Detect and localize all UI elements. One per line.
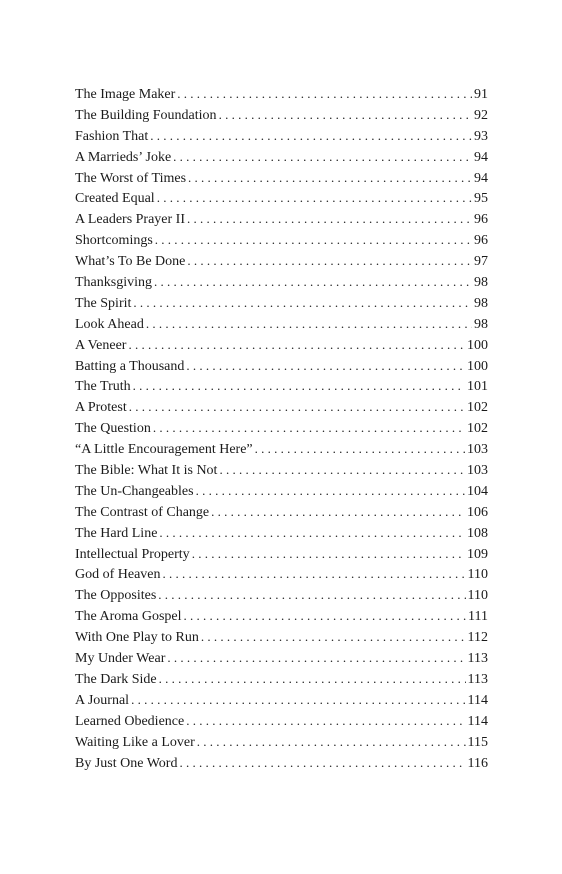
entry-title: A Marrieds’ Joke [75, 149, 172, 165]
toc-entry [75, 669, 488, 690]
toc-entry [75, 251, 488, 272]
entry-title: The Spirit [75, 295, 132, 311]
toc-entry [75, 314, 488, 335]
entry-page-number: 104 [467, 483, 488, 499]
entry-title: Look Ahead [75, 316, 144, 332]
dot-leader [150, 126, 472, 147]
entry-page-number: 111 [468, 609, 488, 625]
entry-title: God of Heaven [75, 567, 161, 583]
dot-leader [184, 606, 467, 627]
dot-leader [129, 397, 465, 418]
entry-title: Waiting Like a Lover [75, 734, 195, 750]
entry-page-number: 100 [467, 337, 488, 353]
entry-title: The Image Maker [75, 87, 176, 102]
entry-page-number: 96 [474, 212, 488, 228]
toc-entry [75, 502, 488, 523]
toc-entry [75, 564, 488, 585]
table-of-contents [75, 84, 488, 773]
toc-entry [75, 627, 488, 648]
dot-leader [128, 335, 465, 356]
dot-leader [179, 753, 465, 774]
entry-title: The Worst of Times [75, 170, 187, 186]
entry-page-number: 95 [474, 191, 488, 207]
entry-page-number: 94 [474, 170, 488, 186]
dot-leader [196, 481, 465, 502]
entry-title: My Under Wear [75, 651, 166, 667]
dot-leader [131, 690, 465, 711]
entry-page-number: 103 [467, 442, 488, 458]
dot-leader [177, 84, 472, 105]
entry-page-number: 98 [474, 316, 488, 332]
entry-page-number: 110 [467, 567, 488, 583]
entry-title: The Aroma Gospel [75, 609, 182, 625]
toc-entry [75, 648, 488, 669]
toc-entry [75, 732, 488, 753]
entry-page-number: 108 [467, 525, 488, 541]
dot-leader [133, 293, 472, 314]
dot-leader [219, 460, 465, 481]
toc-entry [75, 272, 488, 293]
toc-entry [75, 335, 488, 356]
entry-title: The Dark Side [75, 671, 157, 687]
entry-page-number: 113 [467, 671, 488, 687]
toc-entry [75, 126, 488, 147]
toc-entry [75, 105, 488, 126]
entry-title: “A Little Encouragement Here” [75, 442, 253, 458]
entry-title: The Contrast of Change [75, 504, 210, 520]
entry-page-number: 100 [467, 358, 488, 374]
dot-leader [211, 502, 465, 523]
toc-entry [75, 168, 488, 189]
entry-page-number: 102 [467, 421, 488, 437]
entry-title: The Building Foundation [75, 107, 217, 123]
dot-leader [186, 356, 465, 377]
entry-page-number: 101 [467, 379, 488, 395]
dot-leader [163, 564, 466, 585]
toc-entry [75, 544, 488, 565]
entry-title: Fashion That [75, 128, 149, 144]
entry-page-number: 106 [467, 504, 488, 520]
dot-leader [133, 376, 465, 397]
entry-page-number: 116 [467, 755, 488, 771]
entry-page-number: 102 [467, 400, 488, 416]
toc-entry [75, 209, 488, 230]
entry-title: A Journal [75, 692, 130, 708]
entry-page-number: 114 [467, 713, 488, 729]
entry-title: A Leaders Prayer II [75, 212, 186, 228]
toc-entry [75, 439, 488, 460]
entry-title: By Just One Word [75, 755, 178, 771]
dot-leader [159, 523, 465, 544]
toc-entry [75, 523, 488, 544]
dot-leader [159, 669, 466, 690]
toc-entry [75, 376, 488, 397]
entry-page-number: 91 [474, 87, 488, 102]
entry-page-number: 92 [474, 107, 488, 123]
dot-leader [187, 251, 472, 272]
entry-title: The Un-Changeables [75, 483, 194, 499]
entry-title: A Veneer [75, 337, 127, 353]
toc-entry [75, 606, 488, 627]
entry-title: Intellectual Property [75, 546, 190, 562]
dot-leader [255, 439, 465, 460]
entry-title: Created Equal [75, 191, 155, 207]
entry-title: A Protest [75, 400, 127, 416]
toc-entry [75, 356, 488, 377]
entry-page-number: 114 [467, 692, 488, 708]
dot-leader [186, 711, 465, 732]
toc-entry [75, 711, 488, 732]
dot-leader [158, 585, 465, 606]
entry-title: The Hard Line [75, 525, 158, 541]
dot-leader [187, 209, 472, 230]
entry-title: The Question [75, 421, 151, 437]
toc-entry [75, 293, 488, 314]
entry-page-number: 110 [467, 588, 488, 604]
entry-page-number: 93 [474, 128, 488, 144]
toc-entry [75, 460, 488, 481]
entry-title: The Bible: What It is Not [75, 463, 218, 479]
entry-page-number: 96 [474, 233, 488, 249]
toc-entry [75, 188, 488, 209]
toc-entry [75, 84, 488, 105]
dot-leader [154, 272, 472, 293]
entry-page-number: 94 [474, 149, 488, 165]
dot-leader [173, 147, 472, 168]
entry-page-number: 97 [474, 254, 488, 270]
entry-page-number: 115 [467, 734, 488, 750]
entry-title: What’s To Be Done [75, 254, 186, 270]
entry-title: Thanksgiving [75, 275, 152, 291]
dot-leader [153, 418, 465, 439]
dot-leader [219, 105, 472, 126]
toc-entry [75, 230, 488, 251]
toc-entry [75, 481, 488, 502]
dot-leader [192, 544, 465, 565]
dot-leader [167, 648, 465, 669]
entry-page-number: 103 [467, 463, 488, 479]
entry-page-number: 113 [467, 651, 488, 667]
entry-title: With One Play to Run [75, 630, 199, 646]
entry-page-number: 98 [474, 295, 488, 311]
toc-entry [75, 690, 488, 711]
dot-leader [146, 314, 472, 335]
dot-leader [188, 168, 472, 189]
entry-title: The Truth [75, 379, 131, 395]
toc-entry [75, 753, 488, 774]
dot-leader [201, 627, 466, 648]
entry-title: Learned Obedience [75, 713, 185, 729]
entry-page-number: 112 [467, 630, 488, 646]
toc-entry [75, 397, 488, 418]
dot-leader [155, 230, 472, 251]
entry-page-number: 98 [474, 275, 488, 291]
dot-leader [157, 188, 472, 209]
toc-entry [75, 585, 488, 606]
entry-title: The Opposites [75, 588, 157, 604]
toc-entry [75, 147, 488, 168]
entry-title: Batting a Thousand [75, 358, 185, 374]
dot-leader [197, 732, 466, 753]
entry-title: Shortcomings [75, 233, 153, 249]
entry-page-number: 109 [467, 546, 488, 562]
toc-entry [75, 418, 488, 439]
